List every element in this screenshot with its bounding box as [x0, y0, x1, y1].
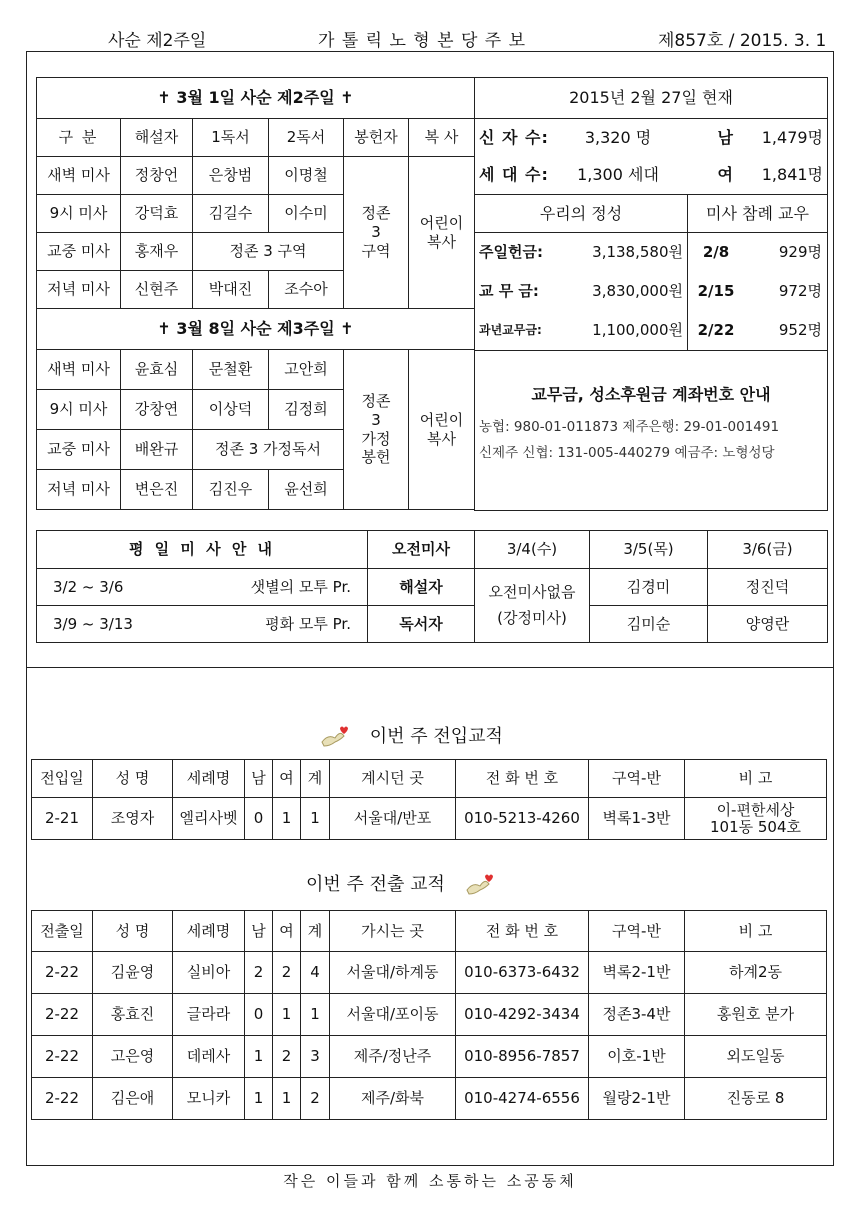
col-previous-location: 계시던 곳	[330, 760, 456, 798]
cell-district: 월랑2-1반	[589, 1078, 685, 1120]
cell-male: 0	[245, 994, 273, 1036]
cell-phone: 010-6373-6432	[456, 952, 589, 994]
reading-group: 정존 3 구역	[193, 233, 344, 271]
role-narrator: 해설자	[368, 569, 475, 606]
cell-phone: 010-4274-6556	[456, 1078, 589, 1120]
attendance-date: 2/22	[697, 321, 735, 340]
table-row	[32, 1078, 827, 1120]
col-category: 구 분	[37, 119, 121, 157]
stats-date: 2015년 2월 27일 현재	[475, 78, 828, 119]
cell-baptismal-name: 실비아	[173, 952, 245, 994]
weekday-title: 평 일 미 사 안 내	[37, 531, 368, 569]
col-note: 비 고	[685, 911, 827, 952]
col-reading1: 1독서	[193, 119, 269, 157]
narrator-name: 김경미	[590, 569, 708, 606]
cell-female: 2	[273, 1036, 301, 1078]
col-total: 계	[301, 760, 330, 798]
table-row	[32, 994, 827, 1036]
prayer-group: 평화 모투 Pr.	[265, 614, 351, 633]
col-phone: 전 화 번 호	[456, 911, 589, 952]
narrator-name: 변은진	[121, 470, 193, 510]
narrator-name: 정진덕	[708, 569, 828, 606]
cell-male: 1	[245, 1036, 273, 1078]
cell-phone: 010-8956-7857	[456, 1036, 589, 1078]
attendance-count: 972명	[778, 282, 823, 301]
offering-group: 정존 3 가정 봉헌	[344, 350, 409, 510]
reader1-name: 문철환	[193, 350, 269, 390]
date-thu: 3/5(목)	[590, 531, 708, 569]
bulletin-title: 가 톨 릭 노 형 본 당 주 보	[318, 31, 527, 51]
col-female: 여	[273, 911, 301, 952]
reader2-name: 이수미	[269, 195, 344, 233]
attendance-date: 2/15	[697, 282, 735, 301]
cell-phone: 010-4292-3434	[456, 994, 589, 1036]
households-value: 1,300 세대	[577, 165, 659, 184]
section-divider	[26, 667, 834, 668]
cell-baptismal-name: 데레사	[173, 1036, 245, 1078]
reader1-name: 이상덕	[193, 390, 269, 430]
col-date: 전출일	[32, 911, 93, 952]
narrator-name: 윤효심	[121, 350, 193, 390]
narrator-name: 신현주	[121, 271, 193, 309]
narrator-name: 홍재우	[121, 233, 193, 271]
dove-icon	[320, 724, 350, 750]
cell-total: 4	[301, 952, 330, 994]
prayer-group: 샛별의 모투 Pr.	[250, 577, 351, 596]
reader2-name: 윤선희	[269, 470, 344, 510]
mass-name: 저녁 미사	[37, 271, 121, 309]
offering-header: 우리의 정성	[475, 195, 688, 233]
male-label: 남	[717, 128, 733, 147]
col-name: 성 명	[93, 911, 173, 952]
table-row	[32, 1036, 827, 1078]
week2-title: ✝ 3월 8일 사순 제3주일 ✝	[37, 309, 475, 350]
issue-number: 제857호 / 2015. 3. 1	[658, 31, 827, 51]
cell-date: 2-22	[32, 952, 93, 994]
cell-note: 외도일동	[685, 1036, 827, 1078]
date-wed: 3/4(수)	[475, 531, 590, 569]
col-offering: 봉헌자	[344, 119, 409, 157]
col-baptismal-name: 세례명	[173, 760, 245, 798]
cell-total: 1	[301, 798, 330, 840]
attendance-count: 952명	[778, 321, 823, 340]
male-value: 1,479명	[761, 128, 824, 147]
offering-value: 1,100,000원	[592, 321, 683, 340]
cell-note: 진동로 8	[685, 1078, 827, 1120]
cell-date: 2-21	[32, 798, 93, 840]
attendance-count: 929명	[778, 243, 823, 262]
mass-name: 교중 미사	[37, 233, 121, 271]
week1-title: ✝ 3월 1일 사순 제2주일 ✝	[37, 78, 475, 119]
offering-label: 교 무 금:	[479, 282, 539, 301]
mass-name: 저녁 미사	[37, 470, 121, 510]
mass-name: 새벽 미사	[37, 157, 121, 195]
cell-phone: 010-5213-4260	[456, 798, 589, 840]
cell-location: 서울대/하계동	[330, 952, 456, 994]
offering-group: 정존 3 구역	[344, 157, 409, 309]
cell-district: 벽록1-3반	[589, 798, 685, 840]
weekday-mass-table	[36, 530, 828, 643]
cell-location: 제주/화북	[330, 1078, 456, 1120]
cell-baptismal-name: 모니카	[173, 1078, 245, 1120]
transfer-out-title: 이번 주 전출 교적	[306, 874, 445, 895]
col-narrator: 해설자	[121, 119, 193, 157]
transfer-out-table	[31, 910, 827, 1120]
col-district: 구역-반	[589, 911, 685, 952]
cell-district: 정존3-4반	[589, 994, 685, 1036]
cell-name: 홍효진	[93, 994, 173, 1036]
transfer-in-title: 이번 주 전입교적	[369, 726, 503, 747]
reader1-name: 박대진	[193, 271, 269, 309]
cell-female: 2	[273, 952, 301, 994]
reader-name: 양영란	[708, 606, 828, 643]
transfer-in-table	[31, 759, 827, 840]
cell-note: 하계2동	[685, 952, 827, 994]
mass-name: 새벽 미사	[37, 350, 121, 390]
cell-male: 1	[245, 1078, 273, 1120]
believers-label: 신 자 수:	[479, 128, 549, 147]
attendance-header: 미사 참례 교우	[688, 195, 828, 233]
transfer-out-heading	[306, 870, 495, 898]
mass-name: 교중 미사	[37, 430, 121, 470]
narrator-name: 배완규	[121, 430, 193, 470]
col-morning-mass: 오전미사	[368, 531, 475, 569]
reader2-name: 김정희	[269, 390, 344, 430]
period: 3/9 ~ 3/13	[53, 614, 133, 633]
cell-total: 3	[301, 1036, 330, 1078]
dove-icon	[465, 872, 495, 898]
reader1-name: 김진우	[193, 470, 269, 510]
cell-total: 2	[301, 1078, 330, 1120]
cell-name: 김은애	[93, 1078, 173, 1120]
week-label: 사순 제2주일	[108, 31, 207, 51]
col-baptismal-name: 세례명	[173, 911, 245, 952]
mass-name: 9시 미사	[37, 390, 121, 430]
col-district: 구역-반	[589, 760, 685, 798]
period: 3/2 ~ 3/6	[53, 577, 124, 596]
believers-value: 3,320 명	[584, 128, 652, 147]
col-phone: 전 화 번 호	[456, 760, 589, 798]
cell-name: 조영자	[93, 798, 173, 840]
col-reading2: 2독서	[269, 119, 344, 157]
reading-group: 정존 3 가정독서	[193, 430, 344, 470]
parish-stats-table	[474, 77, 828, 511]
account-line-1: 농협: 980-01-011873 제주은행: 29-01-001491	[479, 419, 780, 435]
col-note: 비 고	[685, 760, 827, 798]
col-female: 여	[273, 760, 301, 798]
col-name: 성 명	[93, 760, 173, 798]
mass-name: 9시 미사	[37, 195, 121, 233]
footer-slogan: 작은 이들과 함께 소통하는 소공동체	[283, 1172, 577, 1190]
female-label: 여	[717, 165, 733, 184]
cell-date: 2-22	[32, 994, 93, 1036]
cell-male: 0	[245, 798, 273, 840]
cell-district: 이호-1반	[589, 1036, 685, 1078]
reader2-name: 이명철	[269, 157, 344, 195]
cell-female: 1	[273, 1078, 301, 1120]
reader2-name: 조수아	[269, 271, 344, 309]
transfer-in-heading	[320, 722, 503, 750]
cell-location: 제주/정난주	[330, 1036, 456, 1078]
offering-value: 3,830,000원	[592, 282, 683, 301]
cell-baptismal-name: 글라라	[173, 994, 245, 1036]
attendance-date: 2/8	[702, 243, 730, 262]
cell-total: 1	[301, 994, 330, 1036]
col-server: 복 사	[409, 119, 475, 157]
mass-schedule-table	[36, 77, 475, 510]
cell-female: 1	[273, 994, 301, 1036]
offering-value: 3,138,580원	[592, 243, 683, 262]
col-date: 전입일	[32, 760, 93, 798]
reader1-name: 김길수	[193, 195, 269, 233]
col-male: 남	[245, 760, 273, 798]
col-male: 남	[245, 911, 273, 952]
narrator-name: 강덕효	[121, 195, 193, 233]
reader1-name: 은창범	[193, 157, 269, 195]
reader-name: 김미순	[590, 606, 708, 643]
col-total: 계	[301, 911, 330, 952]
cell-note: 홍원호 분가	[685, 994, 827, 1036]
female-value: 1,841명	[761, 165, 824, 184]
role-reader: 독서자	[368, 606, 475, 643]
narrator-name: 강창연	[121, 390, 193, 430]
table-row	[32, 952, 827, 994]
reader2-name: 고안희	[269, 350, 344, 390]
narrator-name: 정창언	[121, 157, 193, 195]
cell-location: 서울대/포이동	[330, 994, 456, 1036]
account-line-2: 신제주 신협: 131-005-440279 예금주: 노형성당	[479, 444, 775, 461]
cell-district: 벽록2-1반	[589, 952, 685, 994]
cell-location: 서울대/반포	[330, 798, 456, 840]
cell-note: 이-편한세상 101동 504호	[685, 798, 827, 840]
table-row	[32, 798, 827, 840]
cell-name: 김윤영	[93, 952, 173, 994]
no-morning-mass: 오전미사없음 (강정미사)	[475, 569, 590, 643]
cell-name: 고은영	[93, 1036, 173, 1078]
cell-male: 2	[245, 952, 273, 994]
altar-server-group: 어린이 복사	[409, 157, 475, 309]
offering-label: 주일헌금:	[479, 243, 543, 262]
cell-baptismal-name: 엘리사벳	[173, 798, 245, 840]
cell-date: 2-22	[32, 1036, 93, 1078]
offering-label: 과년교무금:	[479, 323, 542, 337]
altar-server-group: 어린이 복사	[409, 350, 475, 510]
cell-female: 1	[273, 798, 301, 840]
col-destination: 가시는 곳	[330, 911, 456, 952]
account-title: 교무금, 성소후원금 계좌번호 안내	[531, 385, 771, 404]
date-fri: 3/6(금)	[708, 531, 828, 569]
cell-date: 2-22	[32, 1078, 93, 1120]
households-label: 세 대 수:	[479, 165, 549, 184]
